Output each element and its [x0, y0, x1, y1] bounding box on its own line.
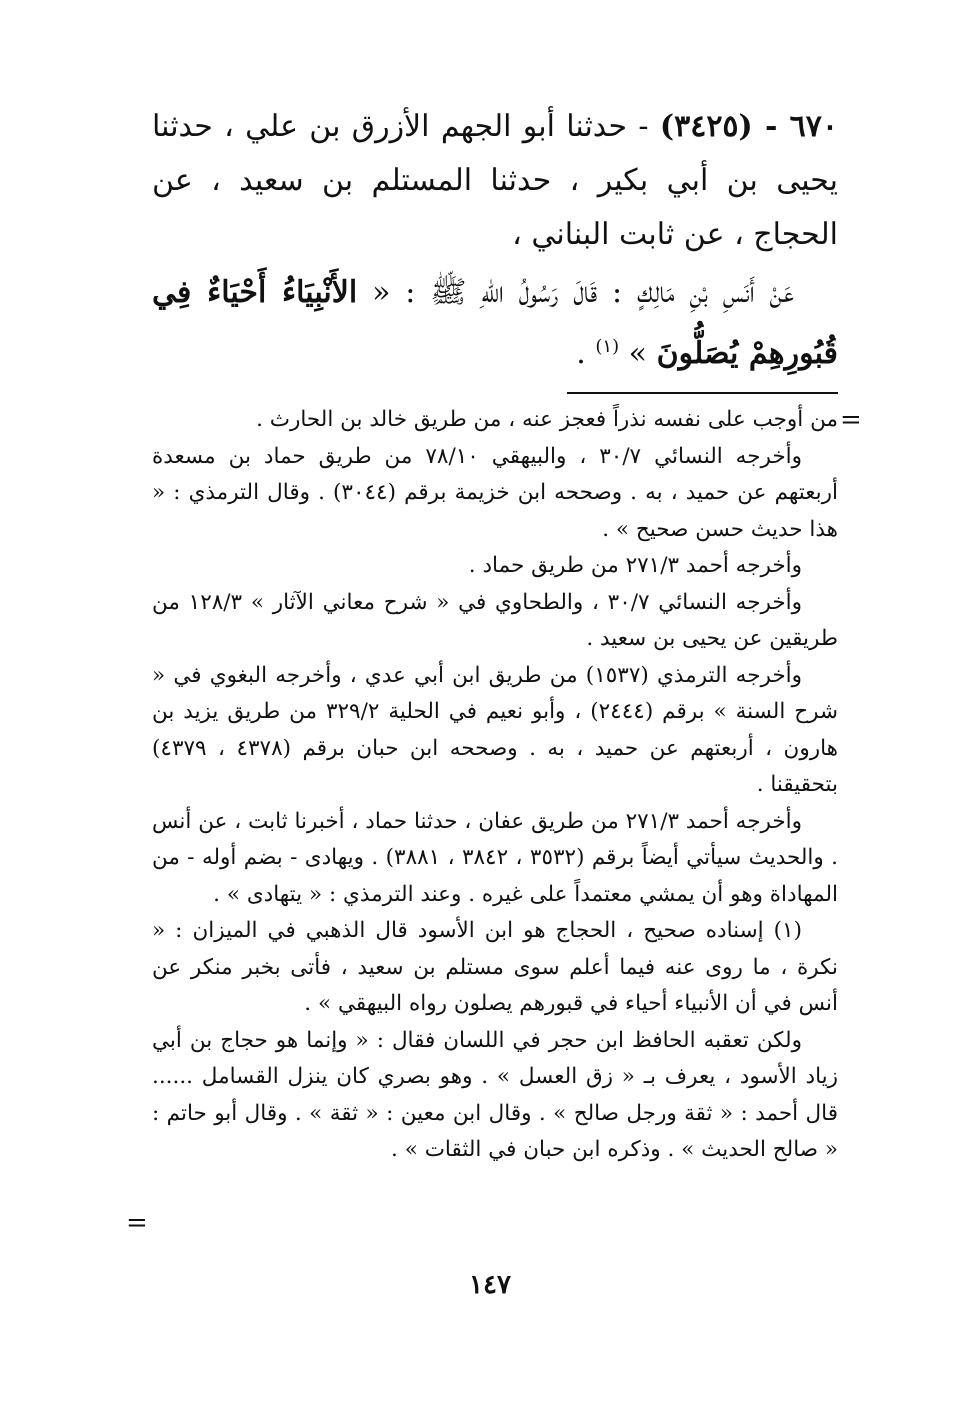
matn-end: .: [576, 336, 586, 371]
isnad-paragraph: [152, 100, 838, 262]
continuation-mark-bottom: =: [126, 1208, 148, 1238]
hadith-number: ٦٧٠ - (٣٤٢٥): [659, 109, 838, 144]
note-paragraph: ولكن تعقبه الحافظ ابن حجر في اللسان فقال : « وإنما هو حجاج بن أبي زياد الأسود ، يعرف بـ « زق العسل » . وهو بصري كان ينزل القسامل ...... قال أحمد : « ثقة ورجل صالح » . وقال ابن معين : « ثقة » . وقال أبو حاتم : « صالح الحديث » . وذكره ابن حبان في الثقات » .: [152, 1027, 838, 1162]
matn-intro: عَنْ أَنَسِ بْنِ مَالِكٍ : قَالَ رَسُولُ اللهِ ﷺ : «: [372, 275, 794, 310]
note-paragraph: وأخرجه النسائي ٣٠/٧ ، والطحاوي في « شرح معاني الآثار » ١٢٨/٣ من طريقين عن يحيى بن سعيد .: [152, 589, 838, 651]
continuation-mark-top: =: [840, 405, 862, 435]
note-paragraph: وأخرجه النسائي ٣٠/٧ ، والبيهقي ٧٨/١٠ من طريق حماد بن مسعدة أربعتهم عن حميد ، به . وصححه ابن خزيمة برقم (٣٠٤٤) . وقال الترمذي : « هذا حديث حسن صحيح » .: [152, 443, 838, 542]
note-paragraph: وأخرجه أحمد ٢٧١/٣ من طريق عفان ، حدثنا حماد ، أخبرنا ثابت ، عن أنس . والحديث سيأتي أيضاً برقم (٣٥٣٢ ، ٣٨٤٢ ، ٣٨٨١) . ويهادى - بضم أوله - من المهاداة وهو أن يمشي معتمداً على غيره . وعند الترمذي : « يتهادى » .: [152, 808, 839, 907]
note-paragraph: وأخرجه أحمد ٢٧١/٣ من طريق حماد .: [468, 553, 802, 578]
note-paragraph: من أوجب على نفسه نذراً فعجز عنه ، من طريق خالد بن الحارث .: [256, 407, 838, 432]
main-text: [152, 100, 838, 381]
matn-paragraph: [152, 266, 838, 381]
page-number: ١٤٧: [469, 1270, 511, 1300]
matn-text: الأَنْبِيَاءُ أَحْيَاءٌ فِي قُبُورِهِمْ يُصَلُّونَ: [152, 275, 838, 371]
footnote-reference: (١): [595, 336, 620, 357]
isnad-text: - حدثنا أبو الجهم الأزرق بن علي ، حدثنا يحيى بن أبي بكير ، حدثنا المستلم بن سعيد ، عن الحجاج ، عن ثابت البناني ،: [152, 109, 838, 252]
footnote-1-paragraph: (١) إسناده صحيح ، الحجاج هو ابن الأسود قال الذهبي في الميزان : « نكرة ، ما روى عنه فيما أعلم سوى مستلم بن سعيد ، فأتى بخبر منكر عن أنس في أن الأنبياء أحياء في قبورهم يصلون رواه البيهقي » .: [152, 918, 838, 1016]
footnotes: [152, 402, 838, 1169]
footnote-divider: [567, 392, 838, 394]
note-paragraph: وأخرجه الترمذي (١٥٣٧) من طريق ابن أبي عدي ، وأخرجه البغوي في « شرح السنة » برقم (٢٤٤٤) ، وأبو نعيم في الحلية ٣٢٩/٢ من طريق يزيد بن هارون ، أربعتهم عن حميد ، به . وصححه ابن حبان برقم (٤٣٧٨ ، ٤٣٧٩) بتحقيقنا .: [152, 662, 838, 797]
matn-close-quote: »: [628, 336, 648, 371]
